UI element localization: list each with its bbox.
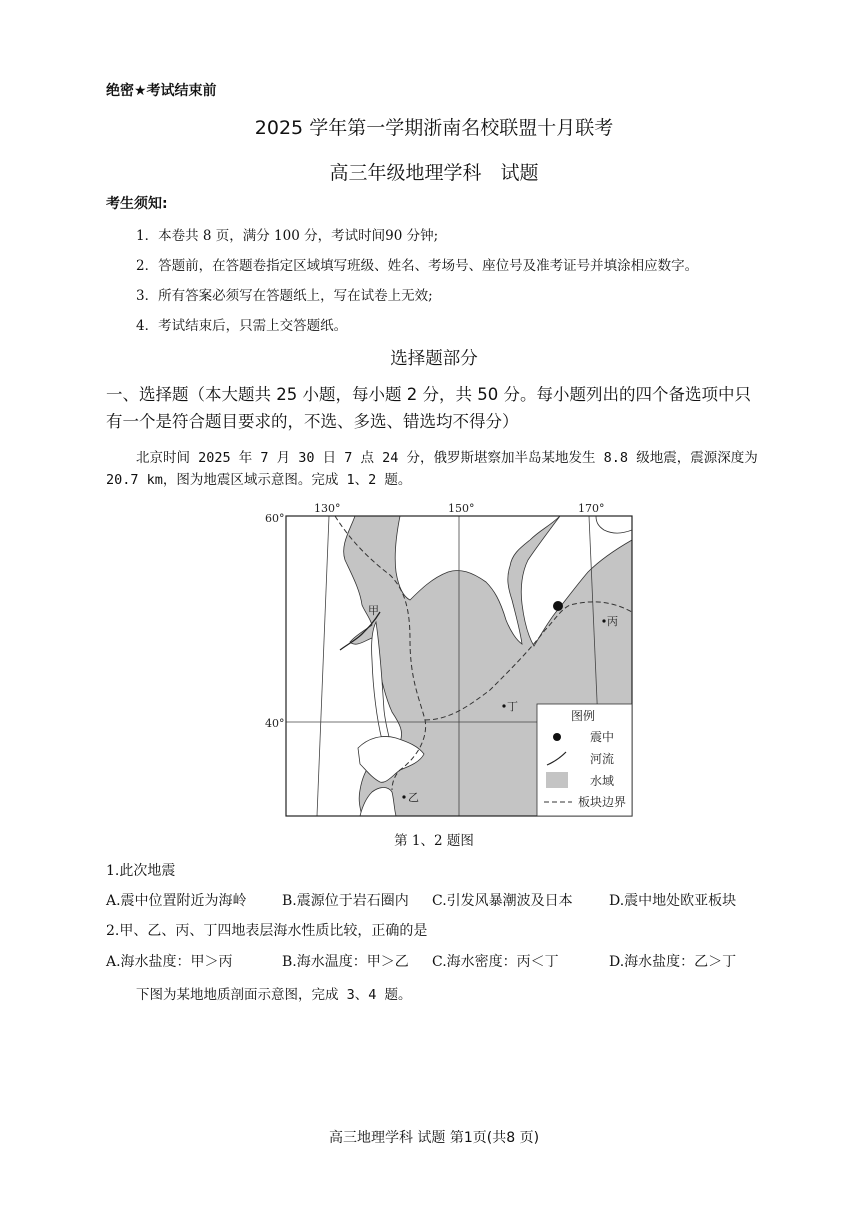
next-question-intro: 下图为某地地质剖面示意图，完成 3、4 题。 bbox=[136, 987, 412, 1003]
question-2-option-a: A.海水盐度：甲＞丙 bbox=[106, 954, 233, 970]
question-2-option-b: B.海水温度：甲＞乙 bbox=[282, 954, 409, 970]
point-yi bbox=[402, 795, 405, 798]
exam-title: 2025 学年第一学期浙南名校联盟十月联考 bbox=[254, 117, 614, 139]
point-bing bbox=[602, 619, 605, 622]
place-label-jia: 甲 bbox=[368, 604, 379, 617]
notice-item: 3．所有答案必须写在答题纸上，写在试卷上无效; bbox=[136, 288, 433, 304]
question-1-option-a: A.震中位置附近为海岭 bbox=[106, 893, 247, 909]
legend-label-epicenter: 震中 bbox=[590, 730, 615, 744]
lon-label-130: 130° bbox=[314, 502, 341, 515]
point-ding bbox=[502, 704, 505, 707]
question-1-option-c: C.引发风暴潮波及日本 bbox=[432, 893, 573, 909]
legend-label-water: 水域 bbox=[590, 774, 615, 788]
notice-item: 4．考试结束后，只需上交答题纸。 bbox=[136, 318, 348, 334]
notice-heading: 考生须知: bbox=[106, 196, 168, 212]
epicenter-dot bbox=[553, 601, 563, 611]
part-instructions-line1: 一、选择题（本大题共 25 小题，每小题 2 分，共 50 分。每小题列出的四个备选项中只 bbox=[106, 385, 751, 404]
question-intro-line1: 北京时间 2025 年 7 月 30 日 7 点 24 分，俄罗斯堪察加半岛某地发生 8.8 级地震，震源深度为 bbox=[136, 450, 758, 466]
part-instructions-line2: 有一个是符合题目要求的，不选、多选、错选均不得分） bbox=[106, 412, 519, 431]
lon-label-170: 170° bbox=[578, 502, 605, 515]
legend-label-river: 河流 bbox=[590, 752, 615, 766]
place-label-ding: 丁 bbox=[507, 700, 518, 713]
legend-epicenter-symbol bbox=[553, 733, 561, 741]
question-1-option-b: B.震源位于岩石圈内 bbox=[282, 893, 409, 909]
question-1-stem: 1.此次地震 bbox=[106, 863, 176, 879]
question-2-option-c: C.海水密度：丙＜丁 bbox=[432, 954, 559, 970]
page-footer: 高三地理学科 试题 第1页(共8 页) bbox=[328, 1130, 540, 1146]
question-1-option-d: D.震中地处欧亚板块 bbox=[609, 893, 737, 909]
figure-caption: 第 1、2 题图 bbox=[394, 833, 474, 849]
place-label-yi: 乙 bbox=[408, 791, 419, 804]
lon-label-150: 150° bbox=[448, 502, 475, 515]
exam-subtitle: 高三年级地理学科 试题 bbox=[329, 162, 539, 184]
question-2-option-d: D.海水盐度：乙＞丁 bbox=[609, 954, 737, 970]
legend-label-boundary: 板块边界 bbox=[578, 795, 627, 809]
lat-label-40: 40° bbox=[265, 717, 285, 730]
legend-title: 图例 bbox=[571, 709, 596, 723]
legend-water-symbol bbox=[546, 772, 568, 788]
confidential-label: 绝密★考试结束前 bbox=[106, 83, 217, 99]
notice-item: 1．本卷共 8 页，满分 100 分，考试时间90 分钟; bbox=[136, 228, 439, 244]
question-2-stem: 2.甲、乙、丙、丁四地表层海水性质比较，正确的是 bbox=[106, 923, 428, 939]
notice-item: 2．答题前，在答题卷指定区域填写班级、姓名、考场号、座位号及准考证号并填涂相应数字。 bbox=[136, 258, 699, 274]
question-intro-line2: 20.7 km，图为地震区域示意图。完成 1、2 题。 bbox=[106, 472, 412, 488]
lat-label-60: 60° bbox=[265, 512, 285, 525]
place-label-bing: 丙 bbox=[607, 615, 618, 628]
section-title: 选择题部分 bbox=[390, 349, 478, 369]
